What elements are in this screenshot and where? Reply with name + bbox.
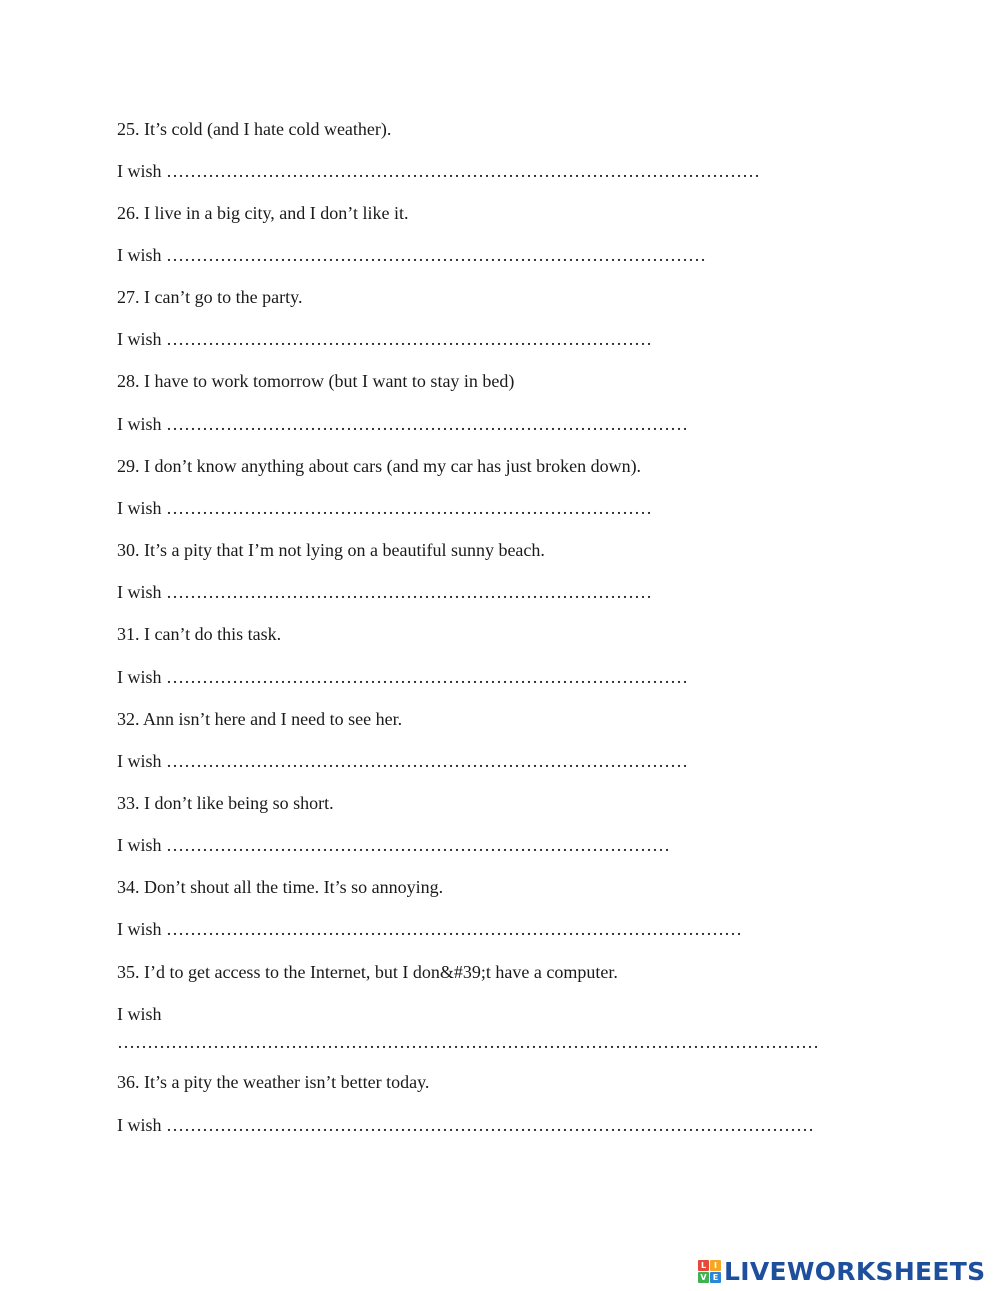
question-36-prompt: 36. It’s a pity the weather isn’t better today. <box>117 1072 430 1092</box>
question-35-answer[interactable]: I wish <box>117 1004 162 1024</box>
question-27-answer[interactable]: I wish ……………………………………………………………………… <box>117 329 652 349</box>
question-34-answer[interactable]: I wish …………………………………………………………………………………… <box>117 919 742 939</box>
question-26-prompt: 26. I live in a big city, and I don’t like it. <box>117 203 409 223</box>
question-28-answer[interactable]: I wish …………………………………………………………………………… <box>117 414 688 434</box>
question-29-answer[interactable]: I wish ……………………………………………………………………… <box>117 498 652 518</box>
question-28-prompt: 28. I have to work tomorrow (but I want to stay in bed) <box>117 371 515 391</box>
liveworksheets-logo <box>698 1256 985 1286</box>
logo-tile-l: L <box>698 1260 709 1271</box>
question-31-answer[interactable]: I wish …………………………………………………………………………… <box>117 667 688 687</box>
question-35-prompt: 35. I’d to get access to the Internet, but I don&#39;t have a computer. <box>117 962 618 982</box>
logo-tile-v: V <box>698 1272 709 1283</box>
question-27-prompt: 27. I can’t go to the party. <box>117 287 303 307</box>
logo-tile-i: I <box>710 1260 721 1271</box>
question-25-prompt: 25. It’s cold (and I hate cold weather). <box>117 119 392 139</box>
question-29-prompt: 29. I don’t know anything about cars (and my car has just broken down). <box>117 456 642 476</box>
question-31-prompt: 31. I can’t do this task. <box>117 624 282 644</box>
liveworksheets-wordmark: LIVEWORKSHEETS <box>724 1256 986 1286</box>
question-26-answer[interactable]: I wish ……………………………………………………………………………… <box>117 245 706 265</box>
liveworksheets-logo-icon <box>698 1260 721 1283</box>
question-32-prompt: 32. Ann isn’t here and I need to see her. <box>117 709 403 729</box>
question-34-prompt: 34. Don’t shout all the time. It’s so annoying. <box>117 877 444 897</box>
question-25-answer[interactable]: I wish ……………………………………………………………………………………… <box>117 161 760 181</box>
question-30-answer[interactable]: I wish ……………………………………………………………………… <box>117 582 652 602</box>
question-33-answer[interactable]: I wish ………………………………………………………………………… <box>117 835 670 855</box>
question-35-answer-continuation[interactable]: ……………………………………………………………………………………………………… <box>117 1032 819 1052</box>
question-33-prompt: 33. I don’t like being so short. <box>117 793 334 813</box>
question-32-answer[interactable]: I wish …………………………………………………………………………… <box>117 751 688 771</box>
question-30-prompt: 30. It’s a pity that I’m not lying on a beautiful sunny beach. <box>117 540 545 560</box>
question-36-answer[interactable]: I wish ……………………………………………………………………………………………… <box>117 1115 814 1135</box>
logo-tile-e: E <box>710 1272 721 1283</box>
